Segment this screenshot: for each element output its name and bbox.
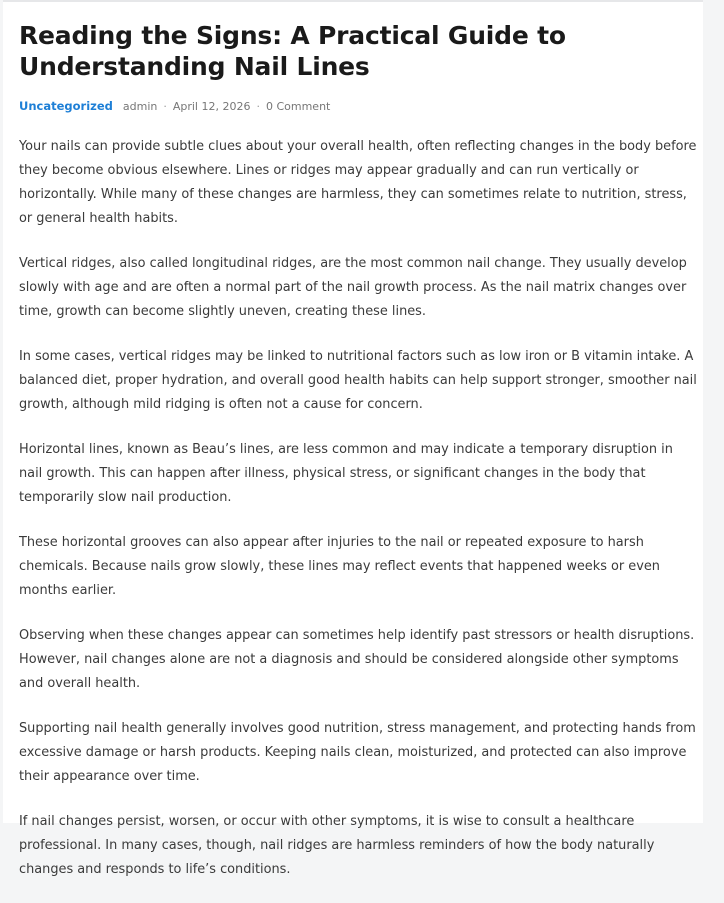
post-date[interactable]: April 12, 2026 [172,99,251,113]
paragraph: Vertical ridges, also called longitudinal ridges, are the most common nail change. They usually develop slowly with age and are often a normal part of the nail growth process. As the nail matrix changes over time, growth can become slightly uneven, creating these lines. [19,256,687,319]
paragraph: In some cases, vertical ridges may be linked to nutritional factors such as low iron or B vitamin intake. A balanced diet, proper hydration, and overall good health habits can help support stronger, smoother nail growth, although mild ridging is often not a cause for concern. [19,349,697,412]
post-meta [19,98,330,114]
paragraph: Your nails can provide subtle clues about your overall health, often reflecting changes in the body before they become obvious elsewhere. Lines or ridges may appear gradually and can run vertically or horizontally. While many of these changes are harmless, they can sometimes relate to nutrition, stress, or general health habits. [19,139,697,226]
meta-separator: · [256,99,260,113]
paragraph: Horizontal lines, known as Beau’s lines, are less common and may indicate a temporary disruption in nail growth. This can happen after illness, physical stress, or significant changes in the body that temporarily slow nail production. [19,442,673,505]
category-link[interactable]: Uncategorized [19,99,113,113]
article-title: Reading the Signs: A Practical Guide to Understanding Nail Lines [19,21,566,81]
article-body [19,135,699,903]
meta-separator: · [163,99,167,113]
author-link[interactable]: admin [122,99,158,113]
paragraph: If nail changes persist, worsen, or occur with other symptoms, it is wise to consult a healthcare professional. In many cases, though, nail ridges are harmless reminders of how the body naturally changes and responds to life’s conditions. [19,814,655,877]
paragraph: Supporting nail health generally involves good nutrition, stress management, and protecting hands from excessive damage or harsh products. Keeping nails clean, moisturized, and protected can also improve their appearance over time. [19,721,696,784]
article-card [3,0,703,877]
comment-count-link[interactable]: 0 Comment [265,99,331,113]
paragraph: These horizontal grooves can also appear after injuries to the nail or repeated exposure to harsh chemicals. Because nails grow slowly, these lines may reflect events that happened weeks or even months earlier. [19,535,660,598]
paragraph: Observing when these changes appear can sometimes help identify past stressors or health disruptions. However, nail changes alone are not a diagnosis and should be considered alongside other symptoms and overall health. [19,628,695,691]
